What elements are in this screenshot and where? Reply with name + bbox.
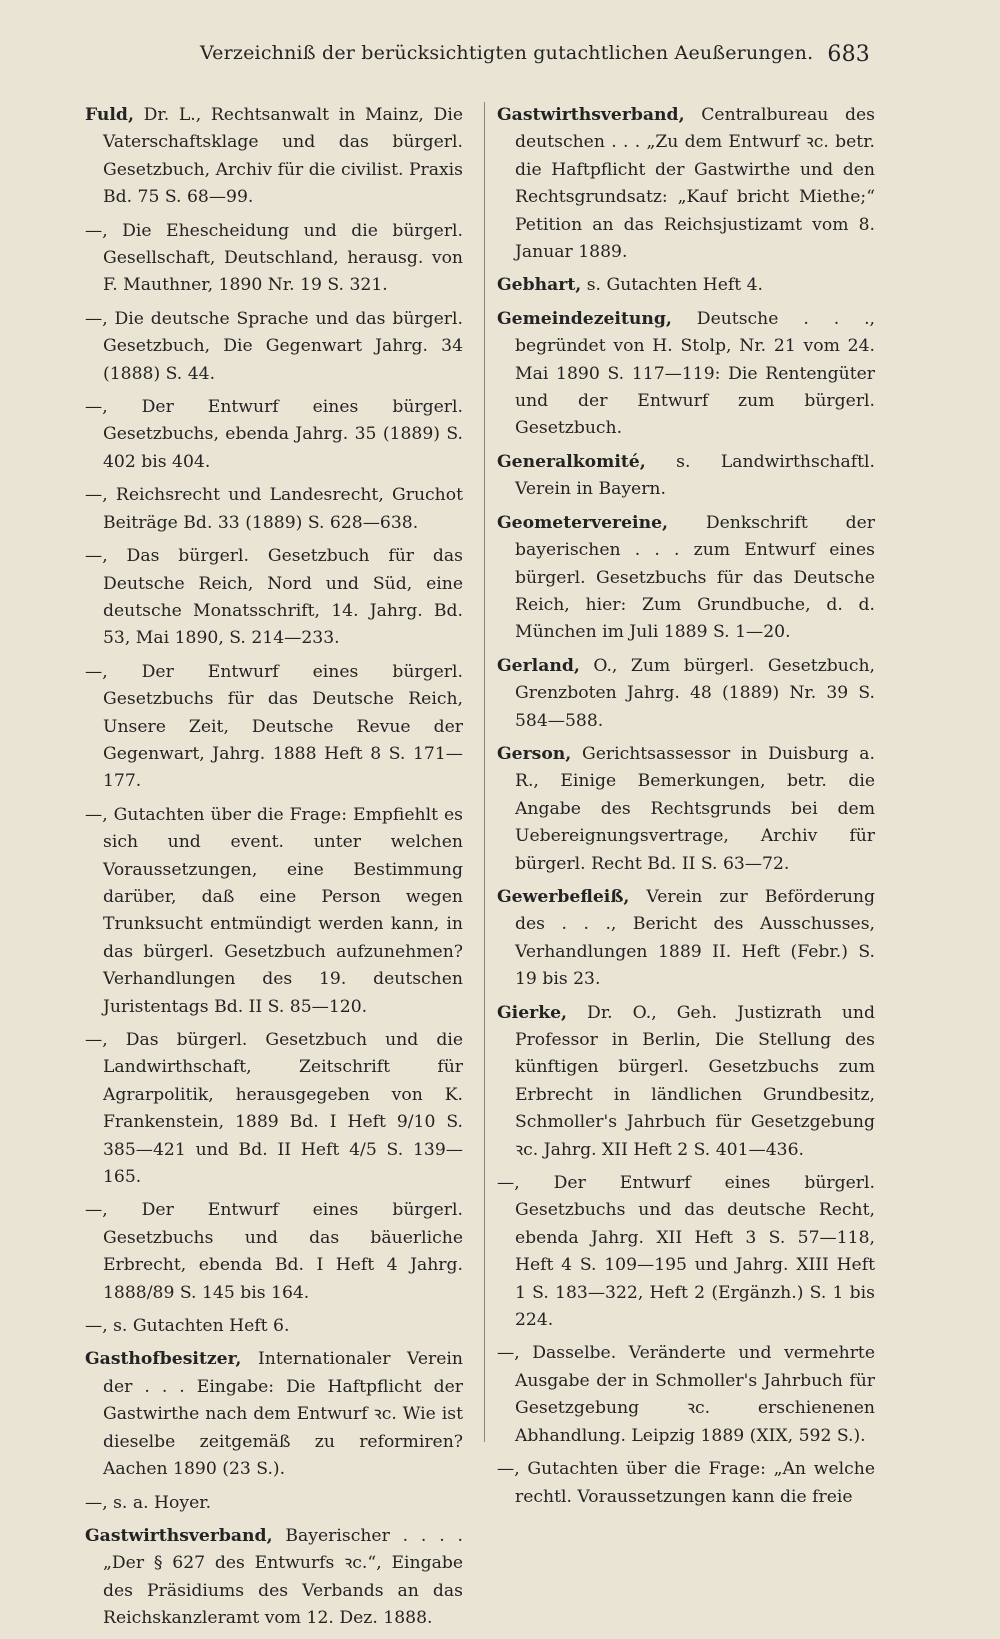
index-entry [497,1000,875,1164]
entry-text: —, Der Entwurf eines bürgerl. Gesetzbuchs und das bäuerliche Erbrecht, ebenda Bd. I Heft 4 Jahrg. 1888/89 S. 145 bis 164. [85,1200,463,1303]
entry-text: Bayerischer . . . . „Der § 627 des Entwurfs ꝛc.“, Eingabe des Präsidiums des Verbands an das Reichskanzleramt vom 12. Dez. 1888. [103,1525,463,1629]
entry-text: Dr. O., Geh. Justizrath und Professor in Berlin, Die Stellung des künftigen bürgerl. Gesetzbuchs zum Erbrecht in ländlichen Grundbesitz, Schmoller's Jahrbuch für Gesetzgebung ꝛc. Jahrg. XII Heft 2 S. 401—436. [515,1002,875,1160]
entry-keyword: Gerson, [497,743,572,764]
entry-text: —, Dasselbe. Veränderte und vermehrte Ausgabe der in Schmoller's Jahrbuch für Gesetzgebung ꝛc. erschienenen Abhandlung. Leipzig 1889 (XIX, 592 S.). [497,1343,875,1446]
index-entry [85,659,463,796]
index-entry [497,741,875,878]
entry-text: —, Gutachten über die Frage: Empfiehlt es sich und event. unter welchen Voraussetzungen, eine Bestimmung darüber, daß eine Person wegen Trunksucht entmündigt werden kann, in das bürgerl. Gesetzbuch aufzunehmen? Verhandlungen des 19. deutschen Juristentags Bd. II S. 85—120. [85,804,463,1017]
page-number: 683 [827,42,870,67]
index-entry [497,1170,875,1334]
entry-text: —, s. a. Hoyer. [85,1492,212,1513]
index-entry [85,1346,463,1483]
entry-text: Deutsche . . ., begründet von H. Stolp, Nr. 21 vom 24. Mai 1890 S. 117—119: Die Rentengüter und der Entwurf zum bürgerl. Gesetzbuch. [515,308,875,439]
entry-keyword: Gewerbefleiß, [497,886,630,907]
index-entry [85,102,463,212]
entry-text: Gerichtsassessor in Duisburg a. R., Einige Bemerkungen, betr. die Angabe des Rechtsgrunds bei dem Uebereignungsvertrage, Archiv für bürgerl. Recht Bd. II S. 63—72. [515,743,875,874]
index-entry [497,102,875,266]
index-entry [85,1490,463,1517]
entry-text: —, Gutachten über die Frage: „An welche rechtl. Voraussetzungen kann die freie [497,1459,875,1507]
index-entry [497,272,875,299]
entry-keyword: Gebhart, [497,275,582,296]
index-entry [85,394,463,476]
left-column [85,102,463,1639]
entry-text: O., Zum bürgerl. Gesetzbuch, Grenzboten Jahrg. 48 (1889) Nr. 39 S. 584—588. [515,655,875,731]
index-entry [85,802,463,1021]
index-entry [497,884,875,994]
entry-keyword: Generalkomité, [497,451,646,472]
entry-text: —, Der Entwurf eines bürgerl. Gesetzbuchs, ebenda Jahrg. 35 (1889) S. 402 bis 404. [85,397,463,472]
index-entry [85,543,463,653]
entry-text: s. Landwirthschaftl. Verein in Bayern. [515,451,875,500]
entry-text: Internationaler Verein der . . . Eingabe: Die Haftpflicht der Gastwirthe nach dem Entwurf ꝛc. Wie ist dieselbe zeitgemäß zu reformiren? Aachen 1890 (23 S.). [103,1349,463,1480]
entry-text: —, Das bürgerl. Gesetzbuch und die Landwirthschaft, Zeitschrift für Agrarpolitik, herausgegeben von K. Frankenstein, 1889 Bd. I Heft 9/10 S. 385—421 und Bd. II Heft 4/5 S. 139—165. [85,1030,463,1188]
entry-keyword: Gierke, [497,1002,568,1023]
entry-keyword: Gastwirthsverband, [497,105,685,125]
index-entry [85,1523,463,1633]
entry-keyword: Geometervereine, [497,512,668,533]
entry-text: —, Der Entwurf eines bürgerl. Gesetzbuchs für das Deutsche Reich, Unsere Zeit, Deutsche Revue der Gegenwart, Jahrg. 1888 Heft 8 S. 171—177. [85,661,463,792]
index-entry [85,218,463,300]
entry-text: Denkschrift der bayerischen . . . zum Entwurf eines bürgerl. Gesetzbuchs für das Deutsche Reich, hier: Zum Grundbuche, d. d. München im Juli 1889 S. 1—20. [515,512,875,643]
index-entry [85,1313,463,1340]
entry-text: s. Gutachten Heft 4. [581,275,764,296]
entry-text: —, Der Entwurf eines bürgerl. Gesetzbuchs und das deutsche Recht, ebenda Jahrg. XII Heft 3 S. 57—118, Heft 4 S. 109—195 und Jahrg. XIII Heft 1 S. 183—322, Heft 2 (Ergänzh.) S. 1 bis 224. [497,1173,875,1331]
entry-text: Verein zur Beförderung des . . ., Bericht des Ausschusses, Verhandlungen 1889 II. Heft (Febr.) S. 19 bis 23. [515,886,875,990]
right-column [497,102,875,1517]
entry-keyword: Gemeindezeitung, [497,308,672,329]
index-entry [497,449,875,504]
entry-text: —, Reichsrecht und Landesrecht, Gruchot Beiträge Bd. 33 (1889) S. 628—638. [85,485,463,533]
entry-text: Centralbureau des deutschen . . . „Zu dem Entwurf ꝛc. betr. die Haftpflicht der Gastwirthe und den Rechtsgrundsatz: „Kauf bricht Miethe;“ Petition an das Reichsjustizamt vom 8. Januar 1889. [515,105,875,263]
index-entry [85,482,463,537]
index-entry [85,1027,463,1191]
entry-text: —, s. Gutachten Heft 6. [85,1316,290,1337]
entry-text: —, Die Ehescheidung und die bürgerl. Gesellschaft, Deutschland, herausg. von F. Mauthner, 1890 Nr. 19 S. 321. [85,220,463,296]
entry-text: —, Die deutsche Sprache und das bürgerl. Gesetzbuch, Die Gegenwart Jahrg. 34 (1888) S. 44. [85,308,463,384]
index-entry [85,306,463,388]
entry-keyword: Gasthofbesitzer, [85,1349,242,1370]
running-title: Verzeichniß der berücksichtigten gutachtlichen Aeußerungen. [200,42,814,64]
index-entry [85,1197,463,1307]
entry-keyword: Gastwirthsverband, [85,1525,273,1546]
index-entry [497,306,875,443]
index-entry [497,1456,875,1511]
index-entry [497,510,875,647]
entry-text: —, Das bürgerl. Gesetzbuch für das Deutsche Reich, Nord und Süd, eine deutsche Monatsschrift, 14. Jahrg. Bd. 53, Mai 1890, S. 214—233. [85,546,463,649]
entry-keyword: Fuld, [85,105,134,125]
column-divider [484,102,485,1442]
entry-keyword: Gerland, [497,655,580,676]
entry-text: Dr. L., Rechtsanwalt in Mainz, Die Vaterschaftsklage und das bürgerl. Gesetzbuch, Archiv für die civilist. Praxis Bd. 75 S. 68—99. [103,105,463,208]
index-entry [497,1340,875,1450]
index-entry [497,653,875,735]
